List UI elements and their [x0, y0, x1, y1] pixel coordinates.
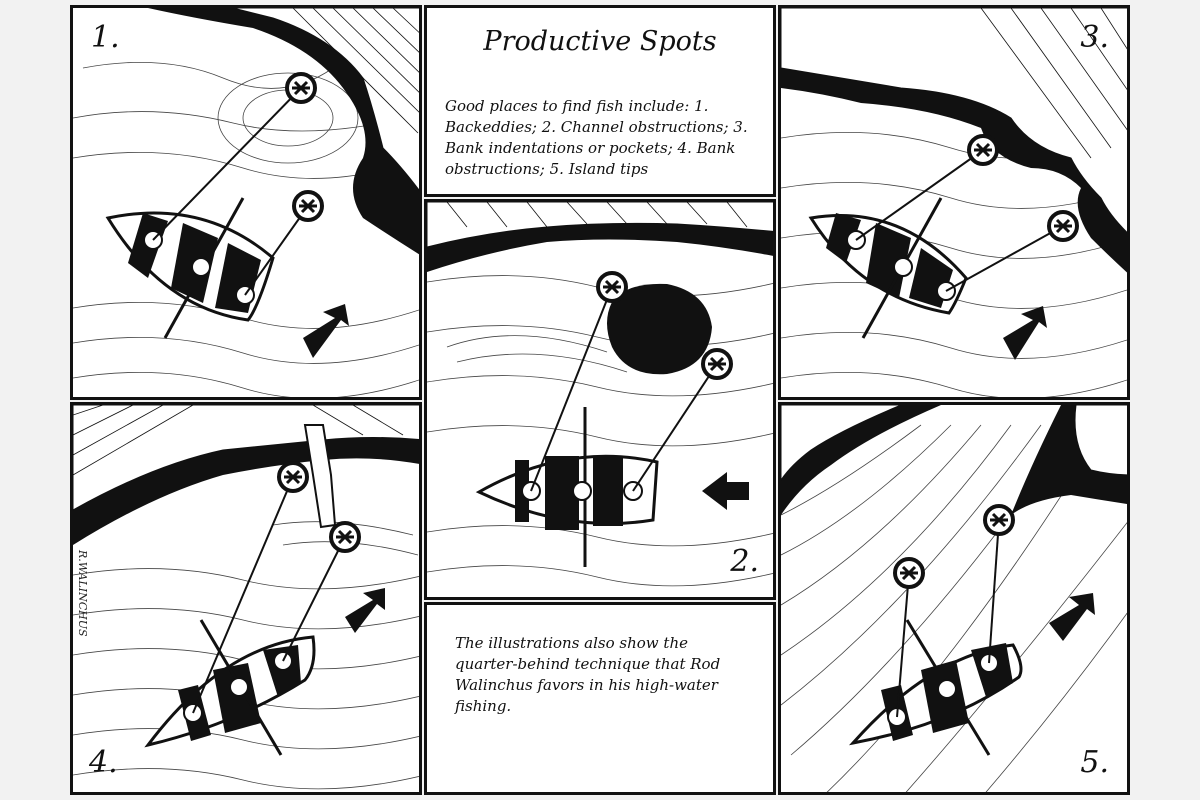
panel-5: [778, 402, 1130, 795]
line-1: [153, 88, 301, 240]
panel-3-drawing: [781, 8, 1130, 400]
panel-4-number: 4.: [89, 745, 118, 780]
current-arrow-icon: [303, 304, 349, 358]
current-arrow-icon: [1003, 306, 1047, 360]
target-icon: [985, 506, 1013, 534]
target-icon: [279, 463, 307, 491]
panel-2-number: 2.: [730, 544, 759, 579]
page-title: Productive Spots: [483, 26, 717, 57]
caption-panel: [424, 602, 776, 795]
water-lines: [427, 276, 776, 586]
line-2: [946, 226, 1063, 291]
target-icon: [1049, 212, 1077, 240]
intro-text: Good places to find fish include: 1. Backeddies; 2. Channel obstructions; 3. Bank indentations or pockets; 4. Bank obstructions; 5. Island tips: [445, 97, 748, 178]
current-arrow-icon: [1049, 593, 1095, 641]
target-icon: [703, 350, 731, 378]
header-panel: [424, 5, 776, 197]
panel-4-drawing: [73, 405, 422, 795]
panel-1: [70, 5, 422, 400]
target-icon: [331, 523, 359, 551]
panel-3: [778, 5, 1130, 400]
panel-1-number: 1.: [91, 20, 120, 55]
trees: [781, 8, 1130, 238]
target-icon: [895, 559, 923, 587]
line-1: [856, 150, 983, 240]
panel-1-drawing: [73, 8, 422, 400]
artist-signature: R.WALINCHUS: [76, 550, 89, 637]
panel-5-number: 5.: [1080, 745, 1109, 780]
caption-text: The illustrations also show the quarter-behind technique that Rod Walinchus favors in his high-water fishing.: [455, 634, 721, 715]
current-arrow-icon: [702, 472, 749, 510]
panel-2: [424, 199, 776, 600]
panel-2-drawing: [427, 202, 776, 600]
target-icon: [969, 136, 997, 164]
boat: [108, 198, 273, 338]
line-2: [633, 364, 717, 491]
boat: [811, 198, 966, 338]
target-icon: [287, 74, 315, 102]
panel-4: [70, 402, 422, 795]
boat: [853, 620, 1021, 755]
target-icon: [598, 273, 626, 301]
target-icon: [294, 192, 322, 220]
boat: [148, 620, 314, 755]
panel-5-drawing: [781, 405, 1130, 795]
panel-3-number: 3.: [1080, 20, 1109, 55]
